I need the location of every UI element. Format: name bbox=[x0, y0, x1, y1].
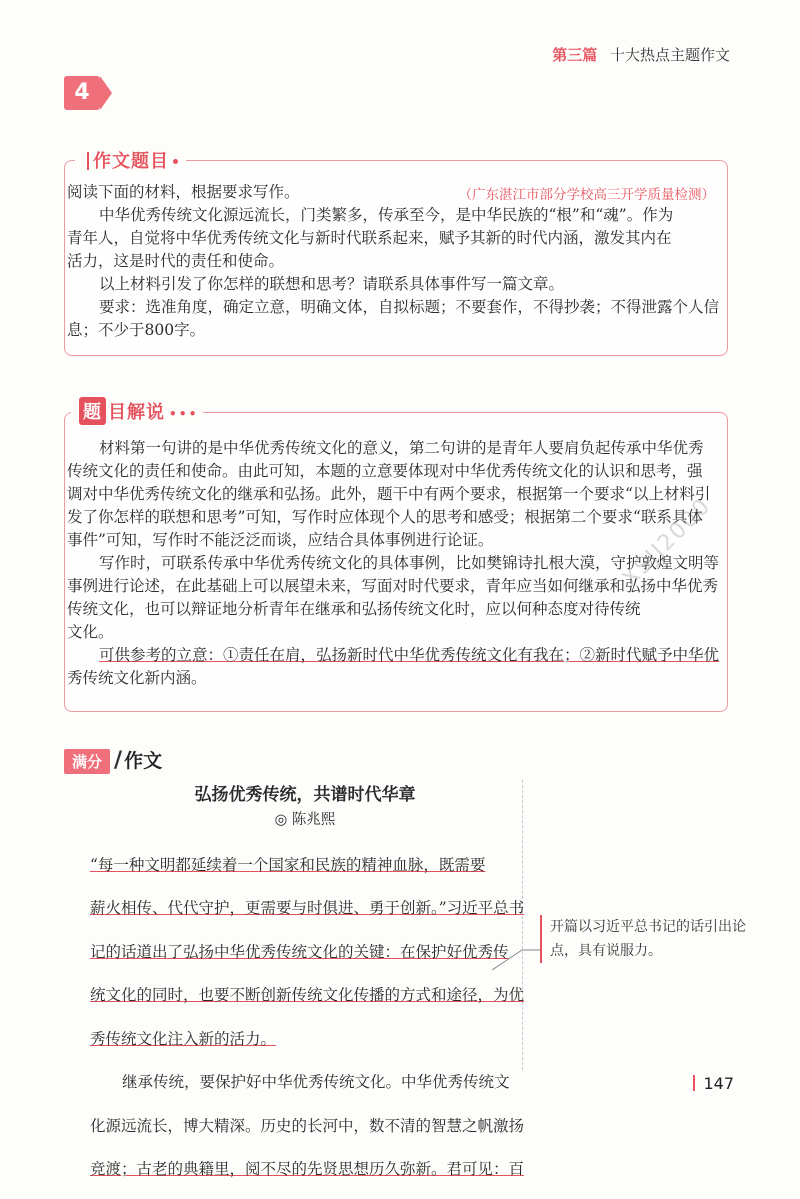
section-title: 十大热点主题作文 bbox=[609, 46, 730, 64]
analysis-line: 材料第一句讲的是中华优秀传统文化的意义，第二句讲的是青年人要肩负起传承中华优秀 bbox=[99, 439, 704, 457]
analysis-line: 事件”可知，写作时不能泛泛而谈，应结合具体事例进行论证。 bbox=[67, 531, 494, 549]
analysis-line: 传统文化，也可以辩证地分析青年在继承和弘扬传统文化时，应以何种态度对待传统 bbox=[67, 600, 641, 618]
essay-line: 记的话道出了弘扬中华优秀传统文化的关键：在保护好优秀传 bbox=[90, 942, 509, 961]
essay-author: ◎ 陈兆熙 bbox=[274, 812, 336, 828]
full-marks-label: 满分 / 作文 bbox=[64, 746, 162, 774]
divider-line bbox=[522, 780, 523, 1070]
prompt-line: 以上材料引发了你怎样的联想和思考？请联系具体事件写一篇文章。 bbox=[99, 275, 565, 293]
page-number: 147 bbox=[693, 1074, 734, 1093]
full-marks-tag: 满分 bbox=[64, 749, 110, 774]
prompt-line: 息；不少于800字。 bbox=[67, 321, 206, 339]
prompt-content bbox=[65, 181, 727, 342]
full-marks-text: 作文 bbox=[124, 750, 163, 772]
essay-title: 弘扬优秀传统，共谱时代华章 bbox=[194, 785, 416, 805]
prompt-source: （广东湛江市部分学校高三开学质量检测） bbox=[458, 187, 715, 203]
topic-number-badge: 4 bbox=[64, 76, 100, 110]
annotation-note: 开篇以习近平总书记的话引出论点，具有说服力。 bbox=[540, 915, 746, 963]
prompt-line: 阅读下面的材料，根据要求写作。 bbox=[67, 183, 300, 201]
watermark: XSJJ2000 bbox=[617, 493, 717, 592]
analysis-line: 写作时，可联系传承中华优秀传统文化的具体事例，比如樊锦诗扎根大漠，守护敦煌文明等 bbox=[99, 554, 720, 572]
essay-line: 竞渡；古老的典籍里，阅不尽的先贤思想历久弥新。君可见：百 bbox=[90, 1160, 525, 1178]
part-label: 第三篇 bbox=[552, 46, 598, 64]
analysis-line: 事例进行论述，在此基础上可以展望未来，写面对时代要求，青年应当如何继承和弘扬中华优秀 bbox=[67, 577, 719, 595]
essay-line: 薪火相传、代代守护，更需要与时俱进、勇于创新。”习近平总书 bbox=[90, 899, 525, 917]
analysis-line: 秀传统文化新内涵。 bbox=[67, 669, 207, 687]
analysis-line: 传统文化的责任和使命。由此可知，本题的立意要体现对中华优秀传统文化的认识和思考，强 bbox=[67, 462, 703, 480]
essay-line: 秀传统文化注入新的活力。 bbox=[90, 1029, 277, 1048]
analysis-line: 文化。 bbox=[67, 623, 114, 641]
prompt-line: 青年人，自觉将中华优秀传统文化与新时代联系起来，赋予其新的时代内涵，激发其内在 bbox=[67, 229, 672, 247]
prompt-line: 要求：选准角度，确定立意，明确文体，自拟标题；不要套作，不得抄袭；不得泄露个人信 bbox=[99, 298, 720, 316]
prompt-line: 活力，这是时代的责任和使命。 bbox=[67, 252, 285, 270]
essay-body bbox=[90, 835, 525, 1199]
analysis-line: 发了你怎样的联想和思考”可知，写作时应体现个人的思考和感受；根据第二个要求“联系具体 bbox=[67, 508, 703, 526]
analysis-line: 调对中华优秀传统文化的继承和弘扬。此外，题干中有两个要求，根据第一个要求“以上材料引 bbox=[67, 485, 711, 503]
annotation-pointer bbox=[492, 940, 540, 970]
essay-line: “每一种文明都延续着一个国家和民族的精神血脉，既需要 bbox=[90, 855, 486, 874]
prompt-box bbox=[64, 151, 728, 356]
prompt-box-title: 作文题目 bbox=[75, 147, 186, 173]
essay-line: 继承传统，要保护好中华优秀传统文化。中华优秀传统文 bbox=[122, 1073, 510, 1091]
essay-line: 化源远流长，博大精深。历史的长河中，数不清的智慧之帆激扬 bbox=[90, 1116, 525, 1135]
analysis-box-title: 题 目解说 • • • bbox=[71, 397, 203, 425]
prompt-line: 中华优秀传统文化源远流长，门类繁多，传承至今，是中华民族的“根”和“魂”。作为 bbox=[99, 206, 674, 224]
analysis-line: 可供参考的立意：①责任在肩，弘扬新时代中华优秀传统文化有我在；②新时代赋予中华优 bbox=[99, 646, 720, 664]
essay-line: 统文化的同时，也要不断创新传统文化传播的方式和途径，为优 bbox=[90, 986, 525, 1004]
page-header bbox=[552, 44, 730, 65]
